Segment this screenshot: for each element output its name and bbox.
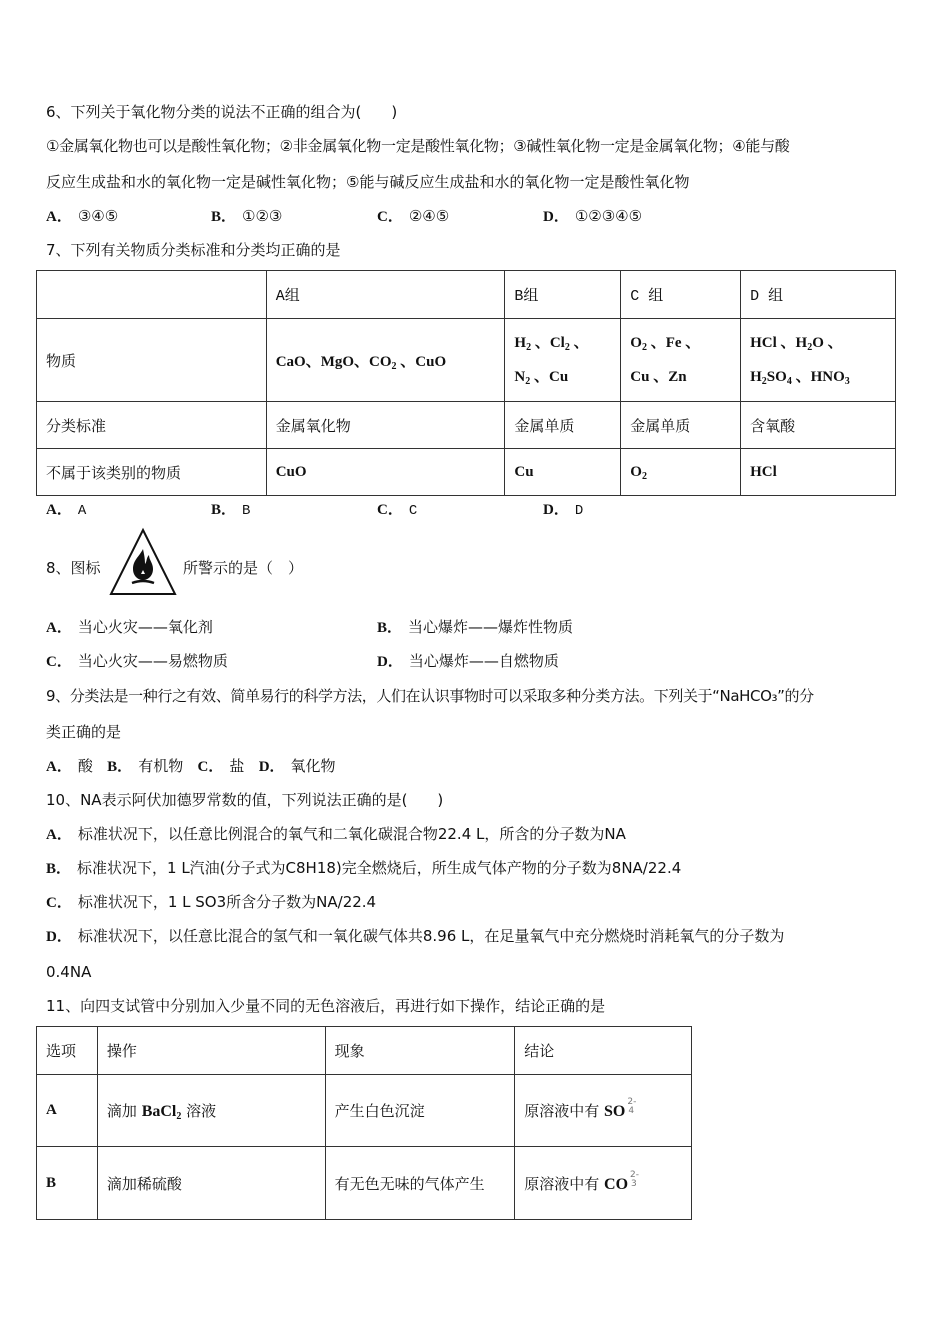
- option-key: A．: [46, 759, 72, 775]
- cell-group-b-standard: 金属单质: [505, 402, 621, 449]
- row-label: 物质: [37, 319, 267, 402]
- q6-option-a[interactable]: [46, 206, 118, 227]
- option-key: C．: [377, 209, 403, 225]
- cell-group-d-exception: HCl: [741, 449, 896, 496]
- option-text: 标准状况下，以任意比混合的氢气和一氧化碳气体共8.96 L，在足量氧气中充分燃烧时消耗氧气的分子数为: [77, 927, 785, 945]
- option-text: 有机物: [138, 757, 184, 775]
- table-row-substances: [37, 319, 896, 402]
- q8-option-b[interactable]: [377, 617, 573, 638]
- option-text: ③④⑤: [77, 207, 119, 225]
- option-key: C．: [46, 895, 72, 911]
- header-cell-group-d: D 组: [741, 271, 896, 319]
- option-text: 当心火灾——氧化剂: [77, 618, 213, 636]
- q11-stem: 11、向四支试管中分别加入少量不同的无色溶液后，再进行如下操作，结论正确的是: [46, 997, 606, 1015]
- cell-option: A: [37, 1075, 98, 1147]
- q10-option-d-continuation: 0.4NA: [46, 963, 92, 981]
- q7-option-c[interactable]: [377, 499, 417, 521]
- q9-stem-line1: 9、分类法是一种行之有效、简单易行的科学方法，人们在认识事物时可以采取多种分类方法。下列关于“NaHCO₃”的分: [46, 687, 814, 705]
- q9-option-a[interactable]: [46, 757, 93, 775]
- option-text: 盐: [229, 757, 245, 775]
- q8-stem-before: 8、图标: [46, 559, 101, 577]
- cell-conclusion: 原溶液中有 CO 2- 3: [515, 1147, 692, 1220]
- header-cell-phenomenon: 现象: [325, 1027, 515, 1075]
- cell-phenomenon: 产生白色沉淀: [325, 1075, 515, 1147]
- cell-conclusion: 原溶液中有 SO 2- 4: [515, 1075, 692, 1147]
- option-text: A: [77, 503, 87, 519]
- option-key: A．: [46, 209, 72, 225]
- table-header-row: [37, 271, 896, 319]
- option-key: A．: [46, 827, 72, 843]
- option-text: ①②③④⑤: [574, 207, 643, 225]
- option-key: A．: [46, 620, 72, 636]
- q8-option-d[interactable]: [377, 651, 559, 672]
- q6-option-c[interactable]: [377, 206, 449, 227]
- option-text: 标准状况下，1 L SO3所含分子数为NA/22.4: [77, 893, 377, 911]
- header-cell-empty: [37, 271, 267, 319]
- q10-stem: 10、NA表示阿伏加德罗常数的值，下列说法正确的是( ): [46, 791, 444, 809]
- option-key: D．: [46, 929, 72, 945]
- option-text: ①②③: [242, 207, 283, 225]
- q8-option-a[interactable]: [46, 617, 213, 638]
- option-text: 当心爆炸——爆炸性物质: [408, 618, 574, 636]
- option-key: A．: [46, 502, 72, 518]
- option-text: ②④⑤: [408, 207, 450, 225]
- cell-group-c-substances: $O_2$ 、Fe 、 Cu 、Zn: [621, 319, 741, 402]
- q7-classification-table: [36, 270, 896, 496]
- option-key: B．: [211, 209, 237, 225]
- q10-option-a[interactable]: [46, 824, 626, 845]
- option-text: C: [408, 503, 418, 519]
- q6-option-b[interactable]: [211, 206, 282, 227]
- cell-option: B: [37, 1147, 98, 1220]
- q6-statement-line2: 反应生成盐和水的氧化物一定是碱性氧化物；⑤能与碱反应生成盐和水的氧化物一定是酸性氧化物: [46, 173, 690, 191]
- option-key: D．: [377, 654, 403, 670]
- table-header-row: [37, 1027, 692, 1075]
- cell-group-c-standard: 金属单质: [621, 402, 741, 449]
- table-row-standard: [37, 402, 896, 449]
- cell-group-d-substances: HCl 、$H_2O$ 、 $H_2SO_4$ 、$HNO_3$: [741, 319, 896, 402]
- option-key: C．: [197, 759, 224, 775]
- option-key: C．: [377, 502, 403, 518]
- q10-option-b[interactable]: [46, 858, 681, 879]
- q6-stem: 6、下列关于氧化物分类的说法不正确的组合为( ): [46, 103, 398, 121]
- q8-stem-after: 所警示的是（ ）: [183, 559, 304, 577]
- table-row: [37, 1075, 692, 1147]
- option-key: C．: [46, 654, 72, 670]
- option-key: D．: [543, 502, 569, 518]
- cell-group-d-standard: 含氧酸: [741, 402, 896, 449]
- cell-group-b-substances: $H_2$ 、$Cl_2$ 、 $N_2$ 、Cu: [505, 319, 621, 402]
- q6-statement-line1: ①金属氧化物也可以是酸性氧化物；②非金属氧化物一定是酸性氧化物；③碱性氧化物一定是金属氧化物；④能与酸: [46, 137, 790, 155]
- table-row: [37, 1147, 692, 1220]
- cell-phenomenon: 有无色无味的气体产生: [325, 1147, 515, 1220]
- cell-group-a-substances: CaO、MgO、$CO_2$ 、CuO: [266, 319, 505, 402]
- option-text: 氧化物: [290, 757, 336, 775]
- option-text: 标准状况下，以任意比例混合的氧气和二氧化碳混合物22.4 L，所含的分子数为NA: [77, 825, 626, 843]
- option-text: B: [242, 503, 251, 519]
- option-key: B．: [377, 620, 403, 636]
- option-text: 酸: [77, 757, 93, 775]
- q7-option-d[interactable]: [543, 499, 583, 521]
- header-cell-group-b: B组: [505, 271, 621, 319]
- flammable-warning-icon: [108, 527, 178, 597]
- header-cell-group-c: C 组: [621, 271, 741, 319]
- option-key: B．: [46, 861, 72, 877]
- option-text: D: [574, 503, 584, 519]
- q9-option-b[interactable]: [107, 757, 183, 775]
- header-cell-option: 选项: [37, 1027, 98, 1075]
- option-text: 标准状况下，1 L汽油(分子式为C8H18)完全燃烧后，所生成气体产物的分子数为8NA/22.4: [77, 859, 682, 877]
- option-key: D．: [258, 759, 285, 775]
- q6-option-d[interactable]: [543, 206, 642, 227]
- q9-option-d[interactable]: [259, 757, 336, 775]
- q10-option-d[interactable]: [46, 926, 784, 947]
- header-cell-operation: 操作: [97, 1027, 325, 1075]
- q11-experiment-table: [36, 1026, 692, 1220]
- header-cell-group-a: A组: [266, 271, 505, 319]
- cell-group-a-standard: 金属氧化物: [266, 402, 505, 449]
- cell-group-c-exception: $O_2$: [621, 449, 741, 496]
- q7-stem: 7、下列有关物质分类标准和分类均正确的是: [46, 241, 341, 259]
- q7-option-a[interactable]: [46, 499, 86, 521]
- q9-options-row: [46, 756, 336, 777]
- option-text: 当心爆炸——自燃物质: [408, 652, 559, 670]
- header-cell-conclusion: 结论: [515, 1027, 692, 1075]
- row-label: 分类标准: [37, 402, 267, 449]
- option-text: 当心火灾——易燃物质: [77, 652, 228, 670]
- table-row-exception: [37, 449, 896, 496]
- q9-stem-line2: 类正确的是: [46, 723, 122, 741]
- cell-group-b-exception: Cu: [505, 449, 621, 496]
- q9-option-c[interactable]: [198, 757, 245, 775]
- option-key: D．: [543, 209, 569, 225]
- cell-operation: 滴加 BaCl$_2$ 溶液: [97, 1075, 325, 1147]
- option-key: B．: [107, 759, 133, 775]
- q8-option-c[interactable]: [46, 651, 228, 672]
- option-key: B．: [211, 502, 237, 518]
- row-label: 不属于该类别的物质: [37, 449, 267, 496]
- q10-option-c[interactable]: [46, 892, 376, 913]
- q7-option-b[interactable]: [211, 499, 250, 521]
- cell-operation: 滴加稀硫酸: [97, 1147, 325, 1220]
- cell-group-a-exception: CuO: [266, 449, 505, 496]
